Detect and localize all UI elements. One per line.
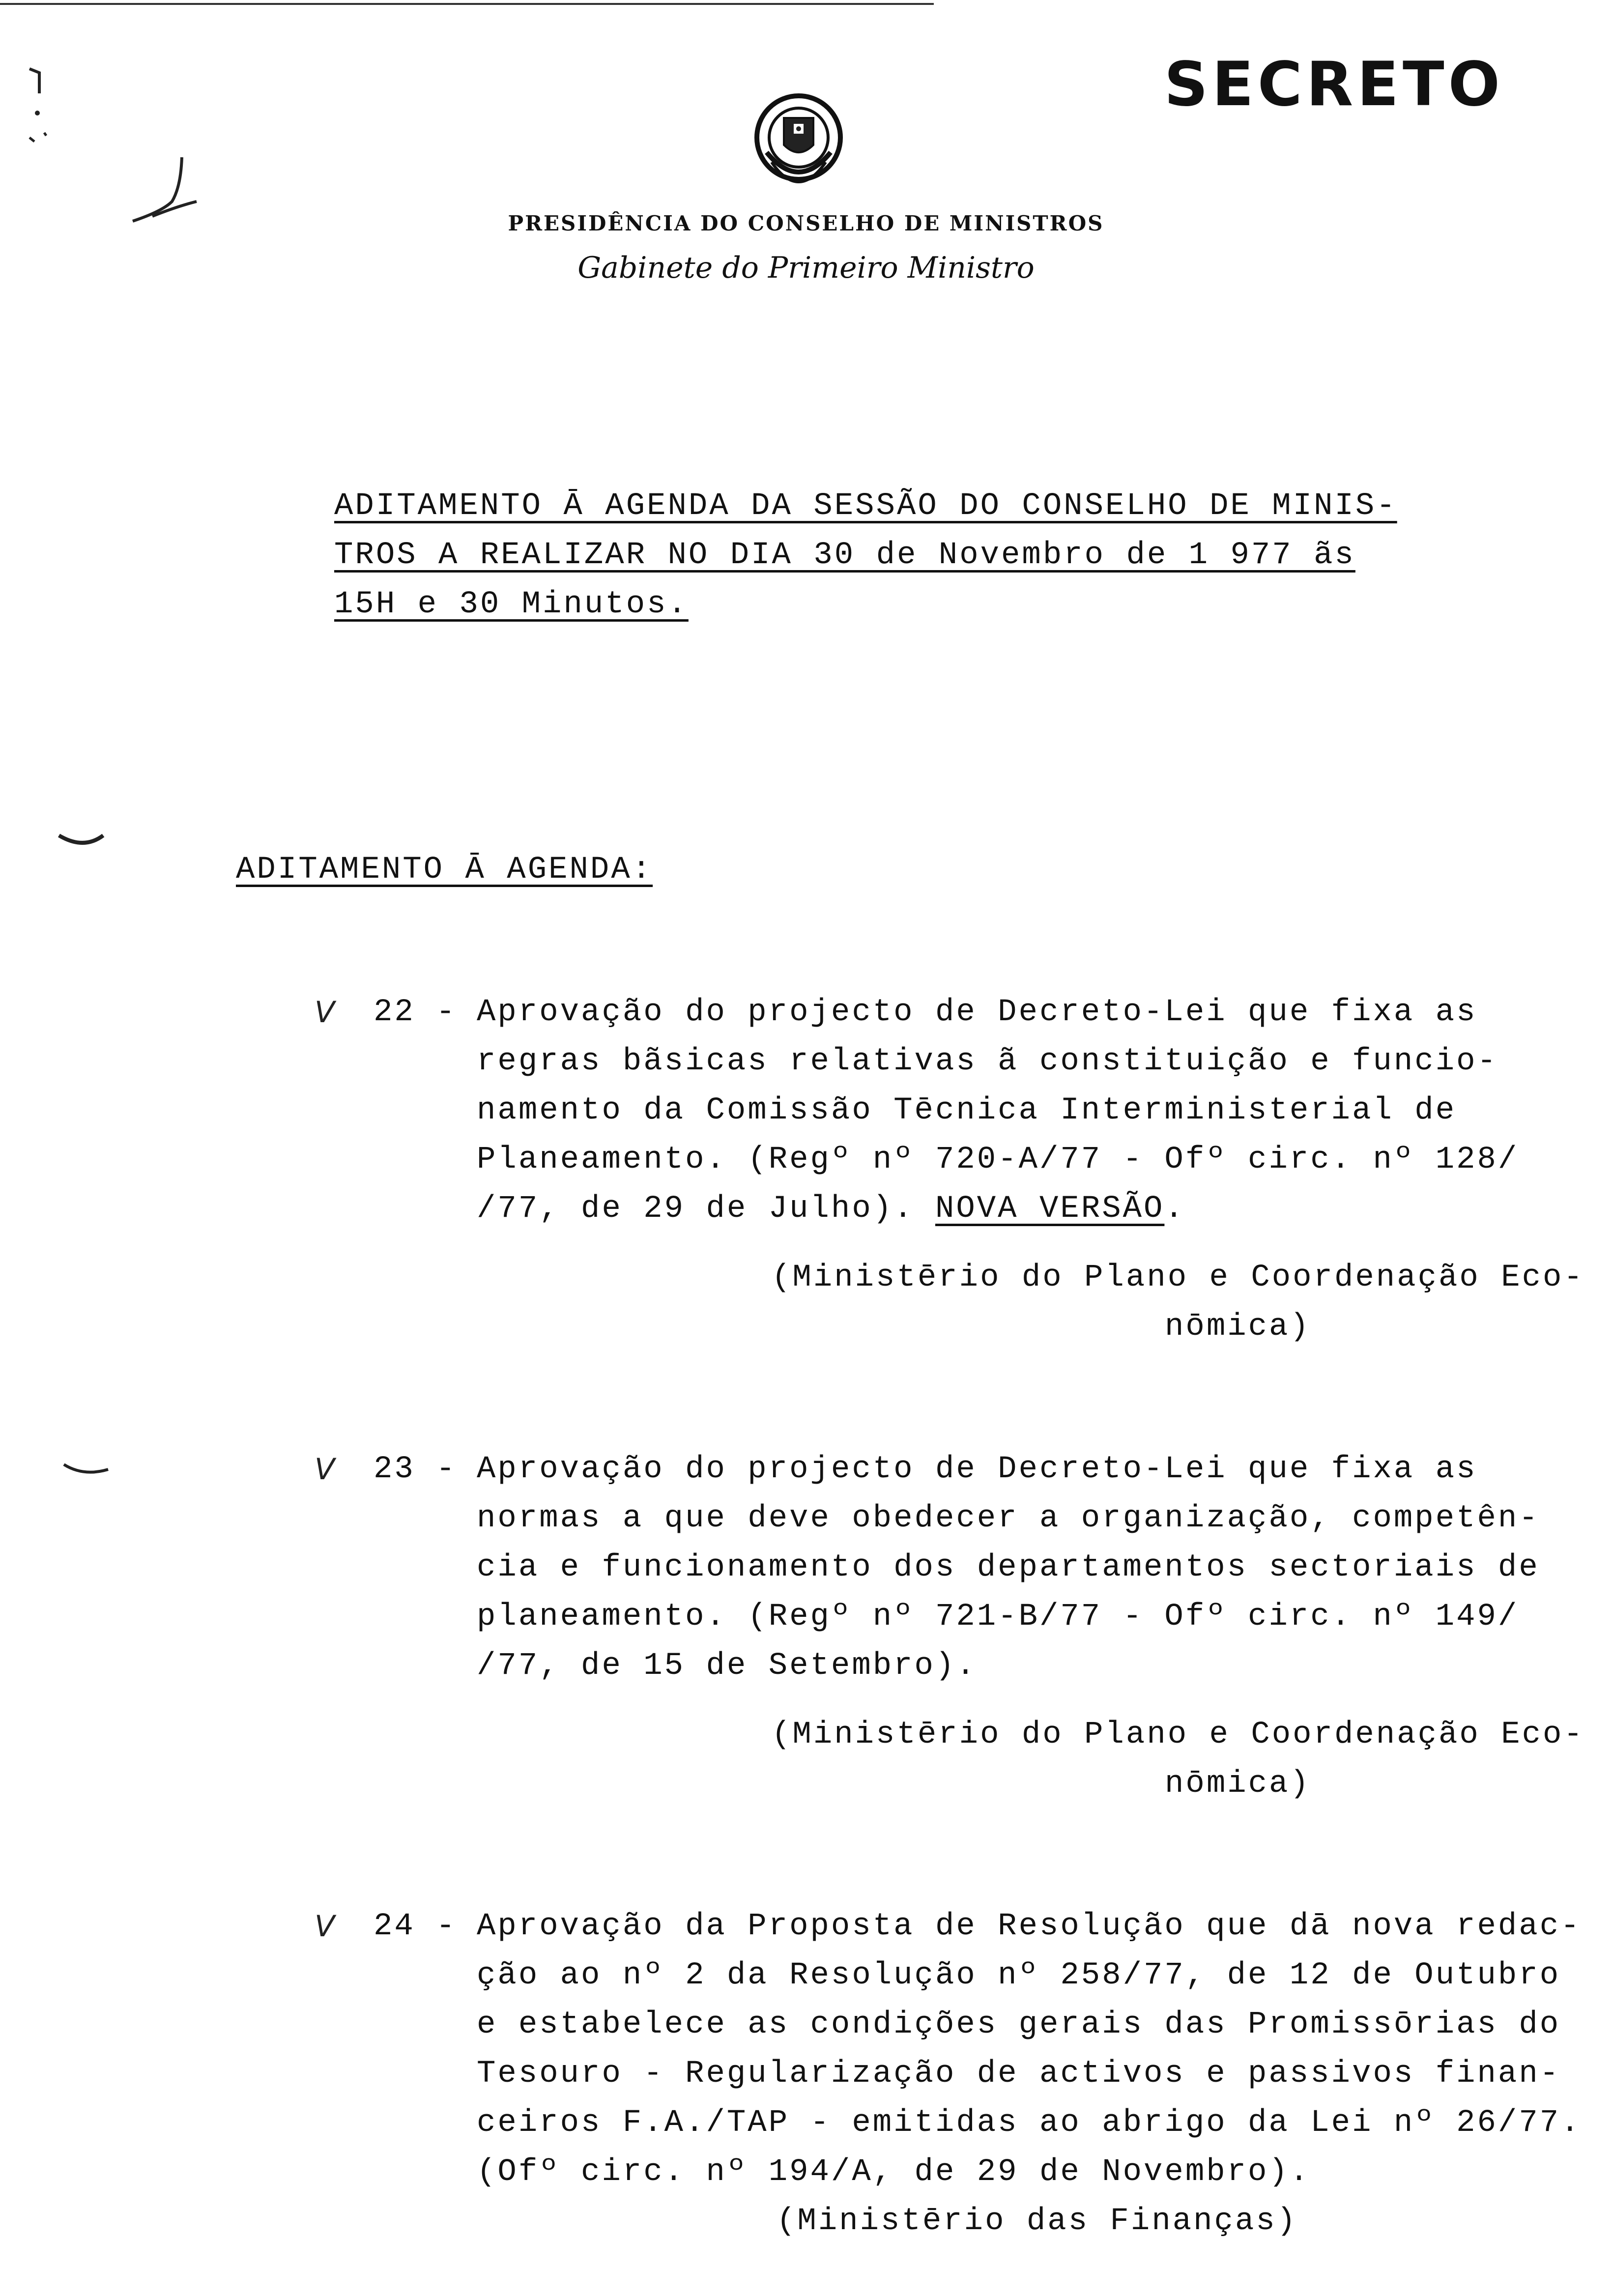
ministry-line: (Ministērio do Plano e Coordenação Eco- [772, 1717, 1584, 1752]
coat-of-arms-seal [737, 79, 860, 201]
item-line: normas a que deve obedecer a organização, competên- [477, 1501, 1540, 1536]
item-line: e estabelece as condições gerais das Promissōrias do [477, 2007, 1561, 2042]
document-title-line: 15H e 30 Minutos. [334, 587, 689, 622]
margin-tick-mark [54, 826, 113, 855]
presidency-heading: PRESIDÊNCIA DO CONSELHO DE MINISTROS [508, 211, 1104, 235]
document-title [334, 482, 1396, 629]
check-mark: V [315, 1909, 337, 1944]
addendum-heading-text: ADITAMENTO Ā AGENDA: [236, 852, 653, 888]
item-line-prefix: /77, de 29 de Julho). [477, 1191, 935, 1227]
document-title-line: TROS A REALIZAR NO DIA 30 de Novembro de 1 977 ãs [334, 538, 1355, 573]
new-version-emphasis: NOVA VERSÃO [935, 1191, 1165, 1227]
item-line: Tesouro - Regularização de activos e passivos finan- [477, 2056, 1561, 2092]
cabinet-subheading: Gabinete do Primeiro Ministro [577, 251, 1035, 285]
check-mark: V [315, 995, 337, 1030]
item-line: planeamento. (Regº nº 721-B/77 - Ofº circ. nº 149/ [477, 1599, 1519, 1635]
item-description [477, 988, 1519, 1234]
item-number: 22 - [374, 995, 457, 1030]
check-mark: V [315, 1452, 337, 1487]
top-rule [0, 3, 934, 5]
item-line: (Ofº circ. nº 194/A, de 29 de Novembro). [477, 2154, 1311, 2190]
margin-tick-mark [59, 1455, 118, 1484]
item-line: /77, de 15 de Setembro). [477, 1648, 977, 1684]
ministry-line: (Ministērio do Plano e Coordenação Eco- [772, 1260, 1584, 1295]
item-line-suffix: . [1164, 1191, 1185, 1227]
item-line: namento da Comissão Tēcnica Interministerial de [477, 1093, 1457, 1128]
item-line: ceiros F.A./TAP - emitidas ao abrigo da Lei nº 26/77. [477, 2105, 1582, 2141]
document-title-line: ADITAMENTO Ā AGENDA DA SESSÃO DO CONSELHO DE MINIS- [334, 488, 1397, 524]
ministry-line: nōmica) [1165, 1309, 1311, 1345]
item-number: 24 - [374, 1909, 457, 1944]
item-number: 23 - [374, 1452, 457, 1487]
classification-stamp: SECRETO [1164, 49, 1504, 120]
ministry-line: nōmica) [1165, 1766, 1311, 1802]
item-line: Aprovação do projecto de Decreto-Lei que fixa as [477, 1452, 1477, 1487]
item-line: Planeamento. (Regº nº 720-A/77 - Ofº circ. nº 128/ [477, 1142, 1519, 1177]
ministry-attribution [772, 1710, 1584, 1808]
item-line [477, 1184, 1519, 1234]
ministry-attribution [772, 1253, 1584, 1351]
item-line: cia e funcionamento dos departamentos sectoriais de [477, 1550, 1540, 1585]
item-line: Aprovação do projecto de Decreto-Lei que fixa as [477, 995, 1477, 1030]
ministry-line: (Ministērio das Finanças) [777, 2204, 1298, 2239]
addendum-heading [236, 845, 653, 894]
item-description [477, 1902, 1582, 2197]
item-line: regras bãsicas relativas ã constituição e funcio- [477, 1044, 1498, 1079]
margin-handwriting-mark [20, 59, 79, 167]
ministry-attribution [777, 2197, 1297, 2246]
item-description [477, 1445, 1540, 1691]
item-line: ção ao nº 2 da Resolução nº 258/77, de 12 de Outubro [477, 1958, 1561, 1993]
item-line: Aprovação da Proposta de Resolução que dā nova redac- [477, 1909, 1582, 1944]
